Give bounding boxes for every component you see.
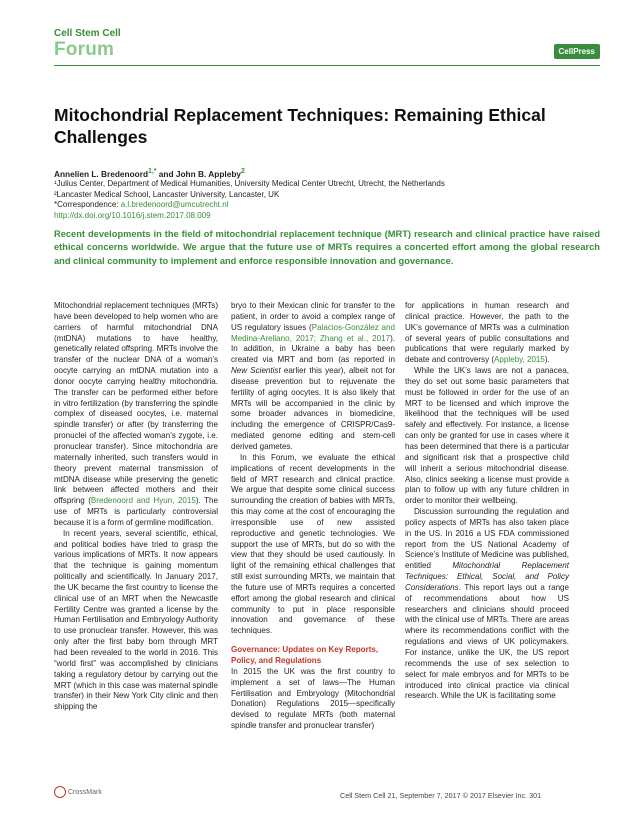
crossmark-label: CrossMark — [68, 788, 102, 796]
affiliation-1: ¹Julius Center, Department of Medical Humanities, University Medical Center Utrecht, Utrecht, the Netherlands — [54, 179, 445, 189]
citation-link[interactable]: Appleby, 2015 — [494, 355, 545, 365]
publisher-logo: CellPress — [554, 44, 600, 59]
text: ). In addition, in Ukraine a baby has been created via MRT and born (as reported in — [231, 333, 395, 365]
author-1-sup: 1,* — [148, 168, 157, 175]
correspondence-label: *Correspondence: — [54, 200, 121, 210]
paragraph: In recent years, several scientific, ethical, and political bodies have tried to grasp the various implications of MRTs. It now appears that the technique is gaining momentum politically and scientifically. In January 2017, the UK became the first country to license the clinical use of an MRT when the Newcastle Fertility Centre was granted a license by the Human Fertilisation and Embryology Authority to use pronuclear transfer. However, this was only after the first baby born through MRT had been revealed to the world in 2016. This “world first” was accomplished by clinicians taking a regulatory detour by carrying out the MRT (which in this case was maternal spindle transfer) in their New York City clinic and then shipping the — [54, 528, 218, 712]
citation-link[interactable]: Palacios-González and Medina-Arellano, 2017; Zhang et al., 2017 — [231, 322, 395, 343]
column-1 — [54, 301, 218, 713]
author-2-sup: 2 — [241, 168, 245, 175]
emphasis: New Scientist — [231, 366, 281, 376]
paragraph: In 2015 the UK was the first country to implement a set of laws—The Human Fertilisation and Embryology (Mitochondrial Donation) Regulations 2015—specifically devised to regulate MRTs (both maternal spindle transfer and pronuclear transfer) — [231, 666, 395, 731]
section-label: Forum — [54, 39, 115, 60]
paragraph — [54, 301, 218, 529]
header-rule — [54, 65, 600, 66]
journal-name: Cell Stem Cell — [54, 28, 121, 39]
text: ). — [544, 355, 550, 365]
footer-citation: Cell Stem Cell 21, September 7, 2017 © 2017 Elsevier Inc. 301 — [340, 791, 542, 800]
author-line — [54, 167, 594, 179]
text: for applications in human research and clinical practice. However, the path to the UK’s governance of MRTs was a culmination of several years of public consultations and publications that were regularly marked by debate and controversy ( — [405, 301, 569, 365]
text: earlier this year), albeit not for disease prevention but to rejuvenate the fertility of aging oocytes. It is also likely that MRTs will be accompanied in the clinic by some broader advances in biomedicine, including the emergence of CRISPR/Cas9-mediated genome editing and stem-cell derived gametes. — [231, 366, 395, 451]
crossmark-logo[interactable] — [54, 786, 102, 798]
correspondence — [54, 200, 594, 211]
paragraph — [231, 301, 395, 453]
text: Mitochondrial replacement techniques (MRTs) have been developed to help women who are carriers of harmful mitochondrial DNA (mtDNA) mutations to have healthy, genetically related offspring. MRTs involve the transfer of the nuclear DNA of a woman’s oocyte carrying an mtDNA mutation into a donor oocyte carrying healthy mitochondria. The transfer can be performed either before in vitro fertilization (by transferring the spindle complex of diseased oocytes, i.e. maternal spindle transfer) or after (by transferring the pronuclei of the affected woman’s zygote, i.e. pronuclear transfer). Since mitochondria are maternally inherited, such transfers would in theory prevent maternal transmission of mtDNA disease while preserving the genetic link between affected mothers and their offspring ( — [54, 301, 218, 506]
column-2 — [231, 301, 395, 732]
section-heading: Governance: Updates on Key Reports, Policy, and Regulations — [231, 645, 379, 665]
text: Discussion surrounding the regulation and policy aspects of MRTs has also taken place in the US. In 2016 a US FDA commissioned report from the US National Academy of Science’s Institute of Medicine was published, entitled — [405, 507, 569, 571]
correspondence-email-link[interactable]: a.l.bredenoord@umcutrecht.nl — [120, 200, 229, 210]
author-2[interactable]: and John B. Appleby — [156, 168, 242, 179]
column-3 — [405, 301, 569, 702]
paragraph: In this Forum, we evaluate the ethical implications of recent developments in the field of MRT research and clinical practice. We argue that despite some clinical success surrounding the creation of babies with MRTs, this may come at the cost of encouraging the irresponsible use of new assisted reproductive and genetic technologies. We support the use of MRTs, but do so with the view that they should be used cautiously. In light of the remaining ethical challenges that still exist surrounding MRTs, we maintain that the future use of MRTs requires a concerted effort among the global research and clinical community to put in place responsible innovation and governance of these techniques. — [231, 452, 395, 636]
emphasis: Mitochondrial Replacement Techniques: Ethical, Social, and Policy Considerations — [405, 561, 569, 592]
author-1[interactable]: Annelien L. Bredenoord — [54, 168, 149, 179]
doi-link[interactable]: http://dx.doi.org/10.1016/j.stem.2017.08.009 — [54, 210, 211, 220]
crossmark-icon — [54, 786, 66, 798]
abstract: Recent developments in the field of mitochondrial replacement technique (MRT) research and clinical practice have raised ethical concerns worldwide. We argue that the future use of MRTs requires a concerted effort among the global research and clinical community to implement and enforce responsible innovation and governance. — [54, 229, 600, 266]
paragraph: While the UK’s laws are not a panacea, they do set out some basic parameters that must be followed in order for the use of an MRT to be licensed and which improve the likelihood that the techniques will be used safely and effectively. For instance, a license can only be granted for use in cases where it has been determined that there is a particular and significant risk that a prospective child will inherit a serious mitochondrial disease. Also, clinics seeking a license must provide a plan to follow up with any future children in order to monitor their wellbeing. — [405, 366, 569, 506]
article-title: Mitochondrial Replacement Techniques: Remaining Ethical Challenges — [54, 105, 546, 147]
text: bryo to their Mexican clinic for transfer to the patient, in order to avoid a complex range of US regulatory issues ( — [231, 301, 395, 332]
paragraph — [405, 507, 569, 702]
text: ). The use of MRTs is particularly controversial because it is a form of germline modification. — [54, 496, 219, 527]
byline — [54, 167, 594, 221]
paragraph — [405, 301, 569, 366]
citation-link[interactable]: Bredenoord and Hyun, 2015 — [90, 496, 196, 506]
affiliation-2: ²Lancaster Medical School, Lancaster University, Lancaster, UK — [54, 189, 280, 199]
text: . This report lays out a range of recommendations about how US researchers and clinicians should proceed with the clinical use of MRTs. There are areas where its recommendations conflict with the regulations and views of UK policymakers. For instance, unlike the UK, the US report recommends the use of sex selection to select for male embryos and for MRTs to be introduced into clinical practice via clinical research. While the UK is facilitating some — [405, 582, 569, 701]
